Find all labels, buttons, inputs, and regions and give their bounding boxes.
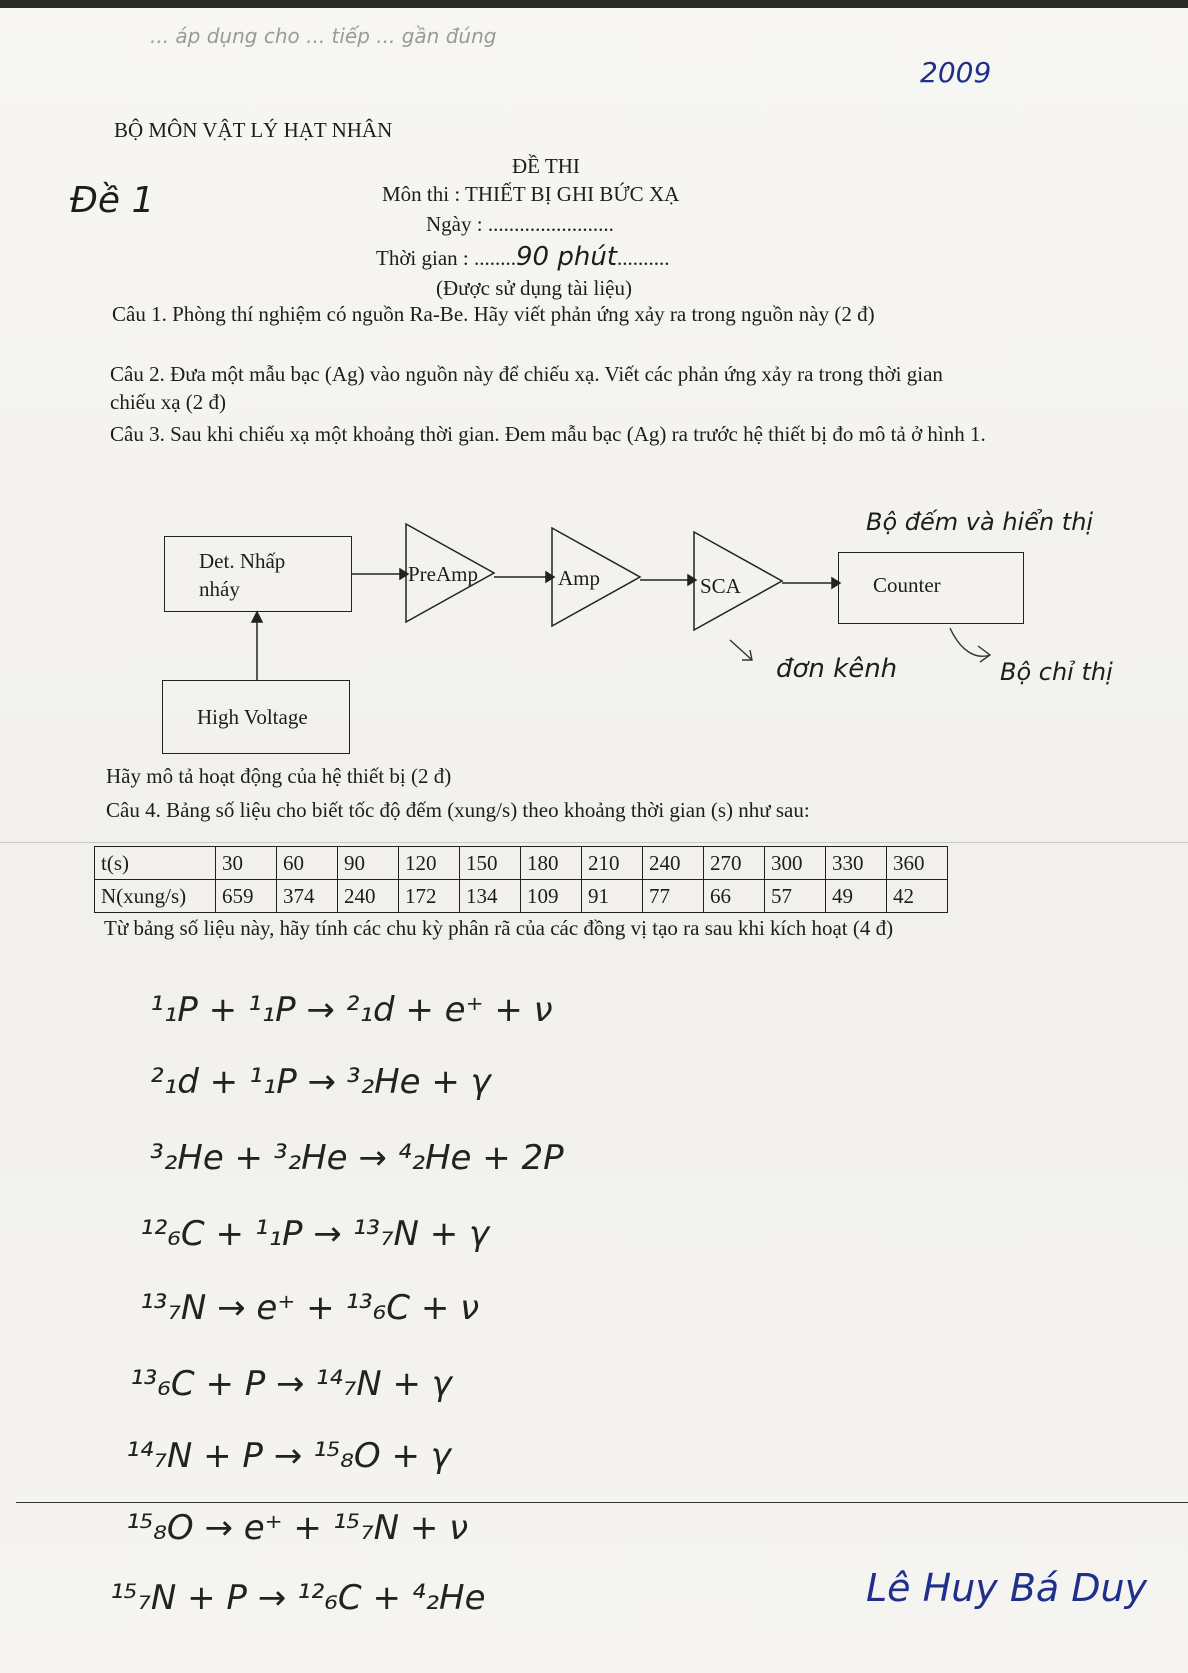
table-row [95, 847, 948, 880]
equation-4: ¹²₆C + ¹₁P → ¹³₇N + γ [140, 1214, 490, 1254]
note-channel: đơn kênh [776, 654, 898, 684]
table-header-n: N(xung/s) [95, 880, 216, 913]
count-rate-table [94, 846, 948, 913]
equation-2: ²₁d + ¹₁P → ³₂He + γ [150, 1062, 491, 1102]
table-cell: 30 [216, 847, 277, 880]
table-cell: 57 [765, 880, 826, 913]
department: BỘ MÔN VẬT LÝ HẠT NHÂN [114, 118, 393, 142]
high-voltage-label: High Voltage [197, 705, 308, 729]
year-note: 2009 [920, 56, 992, 89]
equation-7: ¹⁴₇N + P → ¹⁵₈O + γ [126, 1436, 451, 1476]
preamp-label: PreAmp [408, 562, 478, 586]
table-cell: 134 [460, 880, 521, 913]
table-cell: 91 [582, 880, 643, 913]
detector-label: Det. Nhấp nháy [199, 549, 286, 601]
top-scribble: ... áp dụng cho ... tiếp ... gần đúng [150, 24, 497, 48]
table-cell: 240 [643, 847, 704, 880]
date-line: Ngày : ........................ [426, 212, 614, 236]
note-indicator: Bộ chỉ thị [1000, 658, 1113, 686]
materials-note: (Được sử dụng tài liệu) [436, 276, 632, 300]
table-cell: 659 [216, 880, 277, 913]
exam-title: ĐỀ THI [512, 154, 580, 178]
equation-1: ¹₁P + ¹₁P → ²₁d + e⁺ + ν [150, 990, 553, 1030]
signature: Lê Huy Bá Duy [866, 1566, 1148, 1610]
time-dots: .......... [617, 246, 670, 270]
question-4: Câu 4. Bảng số liệu cho biết tốc độ đếm (xung/s) theo khoảng thời gian (s) như sau: [106, 798, 810, 822]
table-cell: 330 [826, 847, 887, 880]
question-4-task: Từ bảng số liệu này, hãy tính các chu kỳ phân rã của các đồng vị tạo ra sau khi kích hoạt (4 đ) [104, 916, 894, 940]
question-1: Câu 1. Phòng thí nghiệm có nguồn Ra-Be. Hãy viết phản ứng xảy ra trong nguồn này (2 đ) [112, 302, 875, 326]
table-cell: 270 [704, 847, 765, 880]
question-3: Câu 3. Sau khi chiếu xạ một khoảng thời gian. Đem mẫu bạc (Ag) ra trước hệ thiết bị đo mô tả ở hình 1. [110, 422, 986, 446]
table-cell: 109 [521, 880, 582, 913]
table-cell: 210 [582, 847, 643, 880]
cut-line [16, 1502, 1188, 1503]
table-cell: 240 [338, 880, 399, 913]
equation-3: ³₂He + ³₂He → ⁴₂He + 2P [150, 1138, 564, 1178]
question-3-task: Hãy mô tả hoạt động của hệ thiết bị (2 đ) [106, 764, 452, 788]
table-cell: 42 [887, 880, 948, 913]
table-cell: 66 [704, 880, 765, 913]
exam-code: Đề 1 [70, 180, 155, 221]
question-2: Câu 2. Đưa một mẫu bạc (Ag) vào nguồn này để chiếu xạ. Viết các phản ứng xảy ra trong thời gian chiếu xạ (2 đ) [110, 362, 943, 414]
table-cell: 180 [521, 847, 582, 880]
table-cell: 77 [643, 880, 704, 913]
amp-label: Amp [558, 566, 600, 590]
equation-8: ¹⁵₈O → e⁺ + ¹⁵₇N + ν [126, 1508, 469, 1548]
subject: Môn thi : THIẾT BỊ GHI BỨC XẠ [382, 182, 680, 206]
table-cell: 374 [277, 880, 338, 913]
sca-label: SCA [700, 574, 741, 598]
table-cell: 49 [826, 880, 887, 913]
table-cell: 360 [887, 847, 948, 880]
equation-6: ¹³₆C + P → ¹⁴₇N + γ [130, 1364, 452, 1404]
table-cell: 60 [277, 847, 338, 880]
equation-5: ¹³₇N → e⁺ + ¹³₆C + ν [140, 1288, 480, 1328]
counter-label: Counter [873, 573, 941, 597]
table-cell: 300 [765, 847, 826, 880]
table-cell: 150 [460, 847, 521, 880]
note-counter-display: Bộ đếm và hiển thị [866, 508, 1094, 536]
fold-line [0, 842, 1188, 843]
time-label: Thời gian : ........ [376, 246, 517, 270]
table-header-t: t(s) [95, 847, 216, 880]
time-value: 90 phút [516, 242, 618, 272]
equation-9: ¹⁵₇N + P → ¹²₆C + ⁴₂He [110, 1578, 486, 1618]
table-cell: 90 [338, 847, 399, 880]
table-cell: 120 [399, 847, 460, 880]
table-cell: 172 [399, 880, 460, 913]
table-row [95, 880, 948, 913]
